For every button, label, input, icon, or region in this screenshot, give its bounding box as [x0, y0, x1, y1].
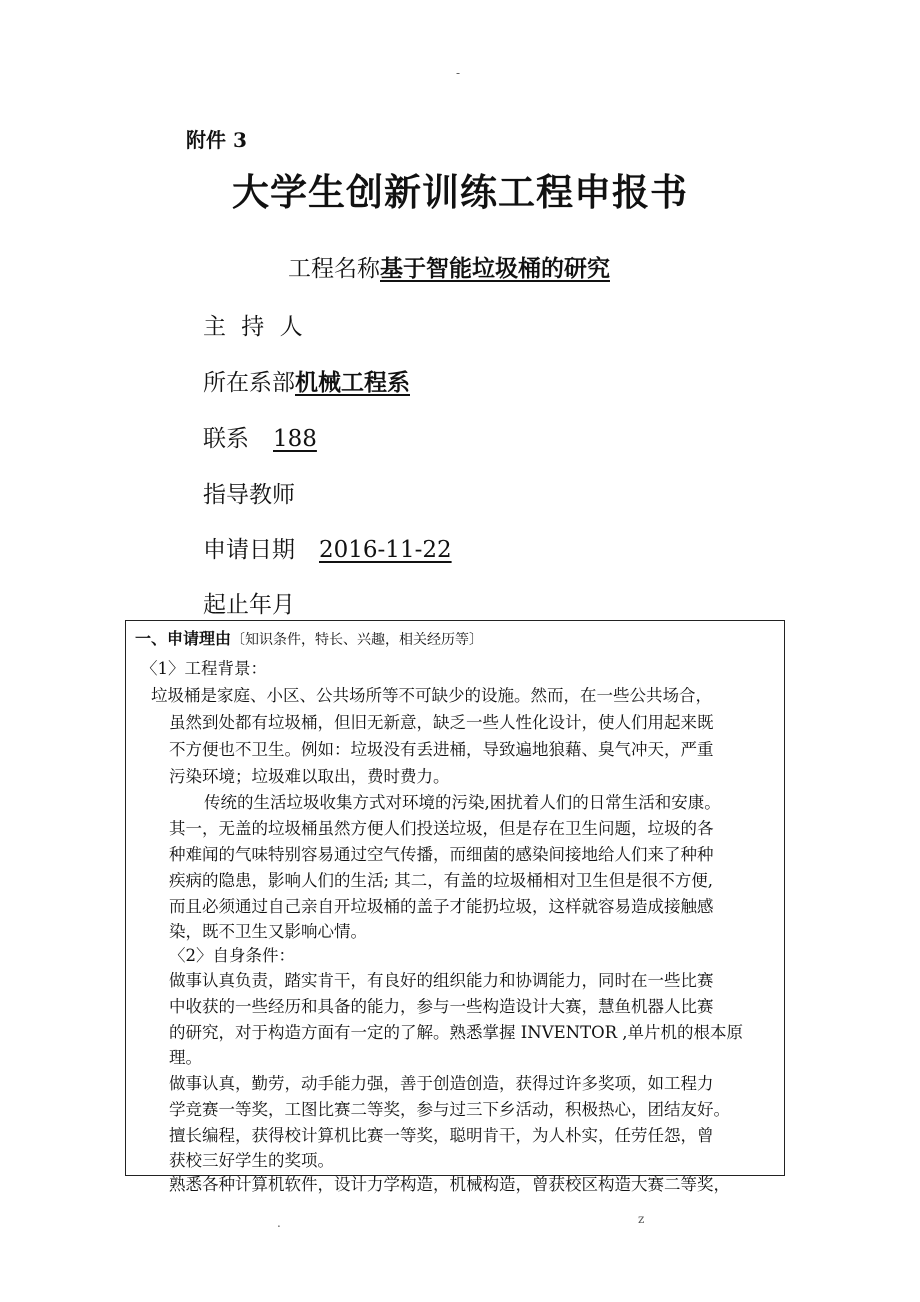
attachment-label: 附件 3: [186, 128, 247, 152]
contact-row: [203, 420, 317, 453]
section-heading-note: 〔知识条件，特长、兴趣，相关经历等〕: [231, 632, 484, 648]
department-value: 机械工程系: [295, 369, 410, 396]
reason-line: 熟悉各种计算机软件，设计力学构造，机械构造，曾获校区构造大赛二等奖，: [169, 1175, 730, 1194]
apply-date-row: [203, 531, 452, 564]
apply-date-value: 2016-11-22: [319, 537, 452, 563]
contact-label: 联系: [203, 426, 249, 452]
reason-line: 学竞赛一等奖，工图比赛二等奖，参与过三下乡活动，积极热心，团结友好。: [169, 1100, 730, 1119]
reason-line: 理。: [169, 1048, 202, 1067]
reason-line: 获校三好学生的奖项。: [169, 1151, 334, 1170]
section-heading: [135, 627, 483, 652]
advisor-row: [203, 476, 295, 509]
header-mark: -: [456, 66, 461, 80]
apply-date-label: 申请日期: [203, 537, 295, 563]
host-label: 主 持 人: [203, 314, 307, 340]
department-row: [203, 364, 410, 397]
reason-line: 染，既不卫生又影响心情。: [169, 922, 367, 941]
application-reason-box: [125, 620, 785, 1194]
reason-line: 而且必须通过自己亲自开垃圾桶的盖子才能扔垃圾，这样就容易造成接触感: [169, 897, 714, 916]
reason-line: 其一，无盖的垃圾桶虽然方便人们投送垃圾，但是存在卫生问题，垃圾的各: [169, 819, 714, 838]
reason-line: 中收获的一些经历和具备的能力，参与一些构造设计大赛，慧鱼机器人比赛: [169, 997, 714, 1016]
reason-line: 擅长编程，获得校计算机比赛一等奖，聪明肯干，为人朴实，任劳任怨，曾: [169, 1126, 714, 1145]
project-name-row: [288, 250, 610, 283]
reason-line: 做事认真负责，踏实肯干，有良好的组织能力和协调能力，同时在一些比赛: [169, 971, 714, 990]
advisor-label: 指导教师: [203, 482, 295, 508]
section-heading-title: 一、申请理由: [135, 629, 232, 648]
reason-line: 污染环境；垃圾难以取出，费时费力。: [169, 767, 450, 786]
period-row: [203, 586, 295, 619]
footer-right-mark: z: [638, 1212, 645, 1226]
reason-line: 疾病的隐患，影响人们的生活; 其二，有盖的垃圾桶相对卫生但是很不方便,: [169, 871, 714, 890]
reason-line: 〈1〉工程背景：: [141, 659, 267, 678]
project-name-value: 基于智能垃圾桶的研究: [380, 255, 610, 282]
reason-line: 〈2〉自身条件：: [169, 946, 295, 965]
host-row: [203, 308, 307, 341]
document-title: 大学生创新训练工程申报书: [232, 170, 688, 214]
reason-line: 垃圾桶是家庭、小区、公共场所等不可缺少的设施。然而，在一些公共场合，: [151, 686, 712, 705]
project-name-label: 工程名称: [288, 256, 380, 282]
reason-line: 不方便也不卫生。例如：垃圾没有丢进桶，导致遍地狼藉、臭气冲天，严重: [169, 740, 714, 759]
contact-value: 188: [273, 426, 317, 452]
reason-line: 虽然到处都有垃圾桶，但旧无新意，缺乏一些人性化设计，使人们用起来既: [169, 713, 714, 732]
department-label: 所在系部: [203, 370, 295, 396]
reason-line: 传统的生活垃圾收集方式对环境的污染,困扰着人们的日常生活和安康。: [204, 793, 721, 812]
footer-left-mark: .: [277, 1216, 281, 1230]
period-label: 起止年月: [203, 592, 295, 618]
reason-line: 做事认真，勤劳，动手能力强，善于创造创造，获得过许多奖项，如工程力: [169, 1074, 714, 1093]
reason-line: 的研究，对于构造方面有一定的了解。熟悉掌握 INVENTOR ,单片机的根本原: [169, 1023, 744, 1042]
reason-line: 种难闻的气味特别容易通过空气传播，而细菌的感染间接地给人们来了种种: [169, 845, 714, 864]
